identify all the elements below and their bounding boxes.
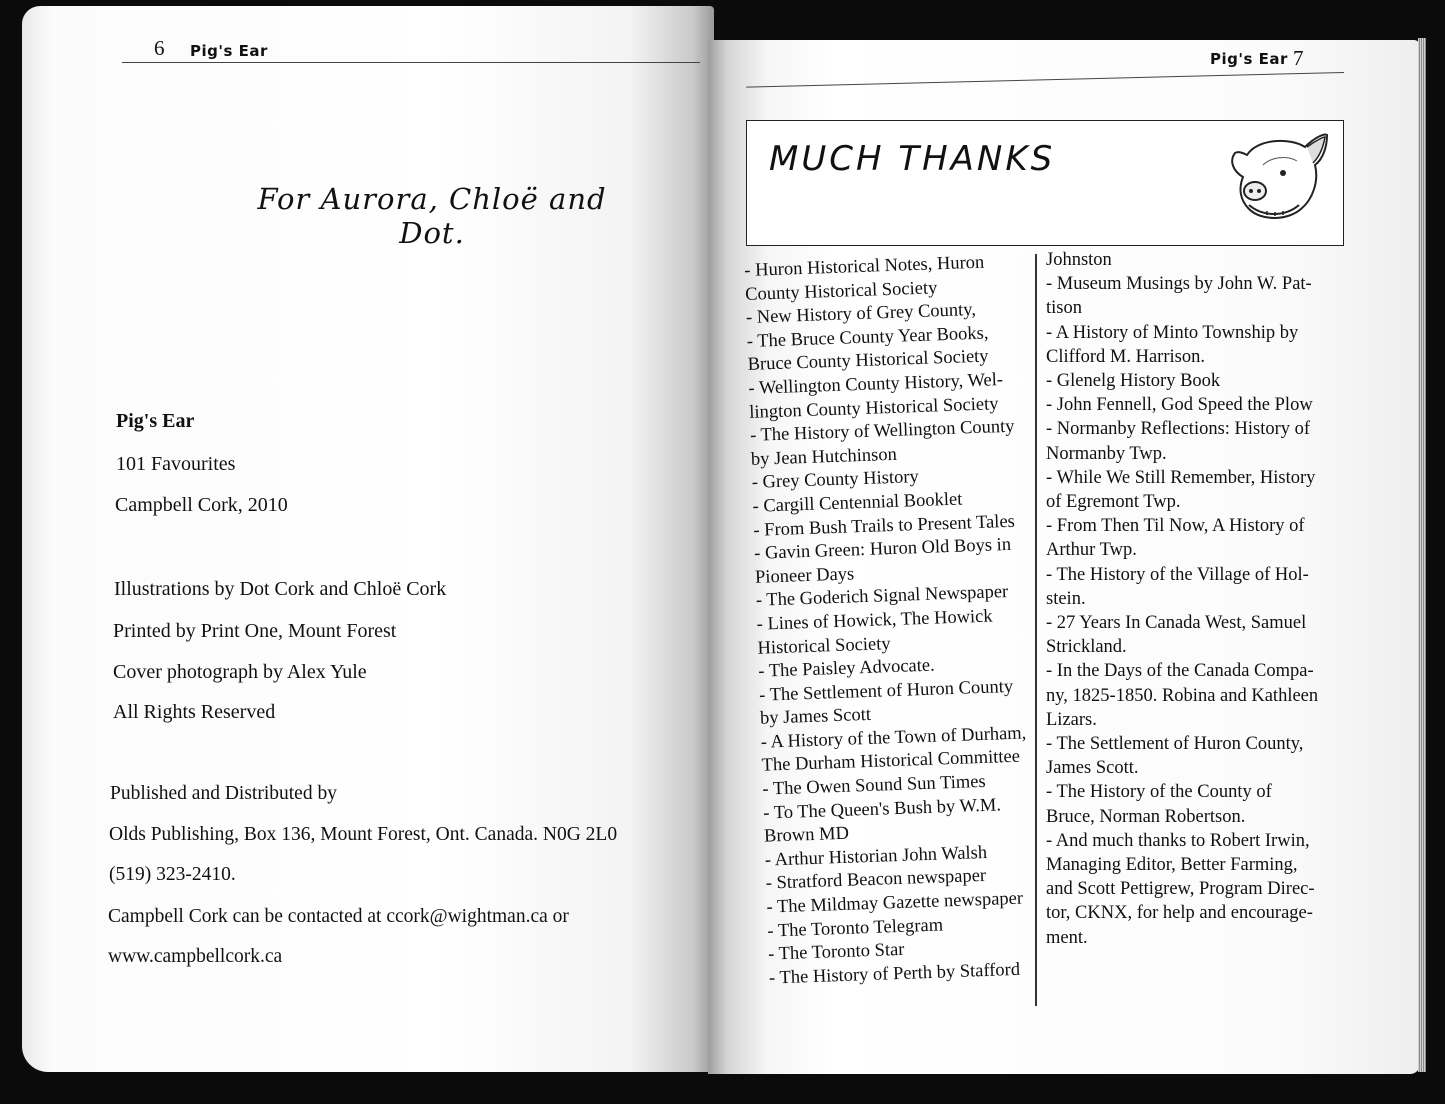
list-item: - Museum Musings by John W. Pat- [1046, 274, 1312, 295]
running-head-left: Pig's Ear [190, 42, 268, 60]
list-item: - New History of Grey County, [745, 300, 977, 329]
list-item: - To The Queen's Bush by W.M. [762, 795, 1002, 824]
author-website: www.campbellcork.ca [108, 946, 283, 967]
author-year: Campbell Cork, 2010 [115, 494, 288, 516]
list-item: The Durham Historical Committee [761, 747, 1021, 777]
list-item: - Arthur Historian John Walsh [764, 842, 988, 871]
list-item: - Huron Historical Notes, Huron [744, 252, 985, 281]
author-contact: Campbell Cork can be contacted at ccork@wightman.ca or [108, 906, 569, 927]
list-item: - In the Days of the Canada Compa- [1046, 661, 1314, 682]
list-item: - The Toronto Telegram [767, 915, 944, 942]
list-item: - The History of the County of [1046, 782, 1272, 803]
list-item: - The Toronto Star [767, 940, 905, 965]
list-item: - The Settlement of Huron County [758, 676, 1014, 706]
header-rule-left [122, 62, 700, 63]
pig-head-icon [1227, 125, 1331, 229]
cover-photo-credit: Cover photograph by Alex Yule [113, 661, 367, 683]
thanks-heading-box [746, 120, 1344, 246]
list-item: Managing Editor, Better Farming, [1046, 855, 1298, 876]
list-item: - The Goderich Signal Newspaper [755, 582, 1009, 612]
list-item: - A History of Minto Township by [1046, 322, 1299, 343]
list-item: - The History of the Village of Hol- [1046, 564, 1309, 585]
list-item: - 27 Years In Canada West, Samuel [1046, 613, 1307, 634]
list-item: - And much thanks to Robert Irwin, [1046, 830, 1310, 851]
list-item: - Stratford Beacon newspaper [765, 866, 987, 895]
list-item: Bruce, Norman Robertson. [1046, 806, 1246, 827]
list-item: Normanby Twp. [1046, 443, 1167, 464]
list-item: Clifford M. Harrison. [1046, 346, 1205, 367]
list-item: ny, 1825-1850. Robina and Kathleen [1046, 685, 1319, 706]
list-item: Historical Society [757, 633, 891, 659]
publisher-address: Olds Publishing, Box 136, Mount Forest, Ont. Canada. N0G 2L0 [109, 824, 618, 845]
printer-credit: Printed by Print One, Mount Forest [113, 620, 397, 642]
list-item: - The Mildmay Gazette newspaper [766, 888, 1024, 918]
list-item: lington County Historical Society [748, 393, 999, 423]
list-item: Bruce County Historical Society [747, 346, 989, 376]
list-item: - While We Still Remember, History [1046, 467, 1316, 488]
list-item: stein. [1046, 588, 1086, 609]
list-item: - The Paisley Advocate. [758, 655, 936, 682]
page-number-left: 6 [154, 36, 165, 60]
list-item: Lizars. [1046, 709, 1097, 730]
right-page [708, 40, 1420, 1074]
list-item: Brown MD [763, 823, 850, 847]
list-item: - From Then Til Now, A History of [1046, 516, 1305, 537]
book-subtitle: 101 Favourites [116, 453, 236, 475]
list-item: - John Fennell, God Speed the Plow [1046, 395, 1313, 416]
list-item: - Gavin Green: Huron Old Boys in [753, 534, 1012, 564]
list-item: - The History of Wellington County [749, 416, 1015, 447]
column-divider [1035, 254, 1037, 1006]
list-item: - Grey County History [751, 467, 920, 494]
left-page [22, 6, 714, 1072]
list-item: - The History of Perth by Stafford [768, 959, 1021, 989]
page-number-right: 7 [1293, 46, 1304, 70]
list-item: - From Bush Trails to Present Tales [753, 511, 1016, 541]
list-item: - Normanby Reflections: History of [1046, 419, 1311, 440]
list-item: County Historical Society [744, 277, 938, 305]
book-title: Pig's Ear [116, 410, 195, 432]
list-item: by Jean Hutchinson [750, 444, 898, 470]
list-item: tison [1046, 298, 1082, 319]
page-edge [1418, 38, 1426, 1072]
publisher-phone: (519) 323-2410. [109, 864, 236, 885]
thanks-list-left [744, 250, 1059, 991]
list-item: Arthur Twp. [1046, 540, 1137, 561]
published-by: Published and Distributed by [110, 783, 337, 804]
header-rule-right [746, 72, 1344, 88]
list-item: by James Scott [759, 705, 872, 729]
rights-notice: All Rights Reserved [113, 701, 276, 723]
list-item: - Wellington County History, Wel- [748, 370, 1004, 399]
thanks-heading: MUCH THANKS [769, 139, 1056, 179]
list-item: Johnston [1046, 250, 1112, 270]
list-item: - Lines of Howick, The Howick [756, 606, 993, 635]
list-item: James Scott. [1046, 758, 1139, 779]
running-head-right: Pig's Ear [1210, 50, 1288, 68]
list-item: - The Bruce County Year Books, [746, 323, 989, 352]
list-item: - The Settlement of Huron County, [1046, 734, 1304, 755]
list-item: of Egremont Twp. [1046, 492, 1181, 513]
list-item: ment. [1046, 927, 1088, 948]
list-item: - Glenelg History Book [1046, 371, 1221, 392]
dedication: For Aurora, Chloë and Dot. [257, 182, 607, 250]
list-item: - The Owen Sound Sun Times [762, 771, 986, 800]
list-item: - A History of the Town of Durham, [760, 723, 1027, 753]
thanks-list-right [1046, 248, 1346, 950]
list-item: tor, CKNX, for help and encourage- [1046, 903, 1313, 924]
list-item: - Cargill Centennial Booklet [752, 489, 963, 517]
list-item: and Scott Pettigrew, Program Direc- [1046, 879, 1315, 900]
illustrations-credit: Illustrations by Dot Cork and Chloë Cork [114, 578, 447, 600]
list-item: Strickland. [1046, 637, 1127, 658]
list-item: Pioneer Days [754, 564, 855, 588]
